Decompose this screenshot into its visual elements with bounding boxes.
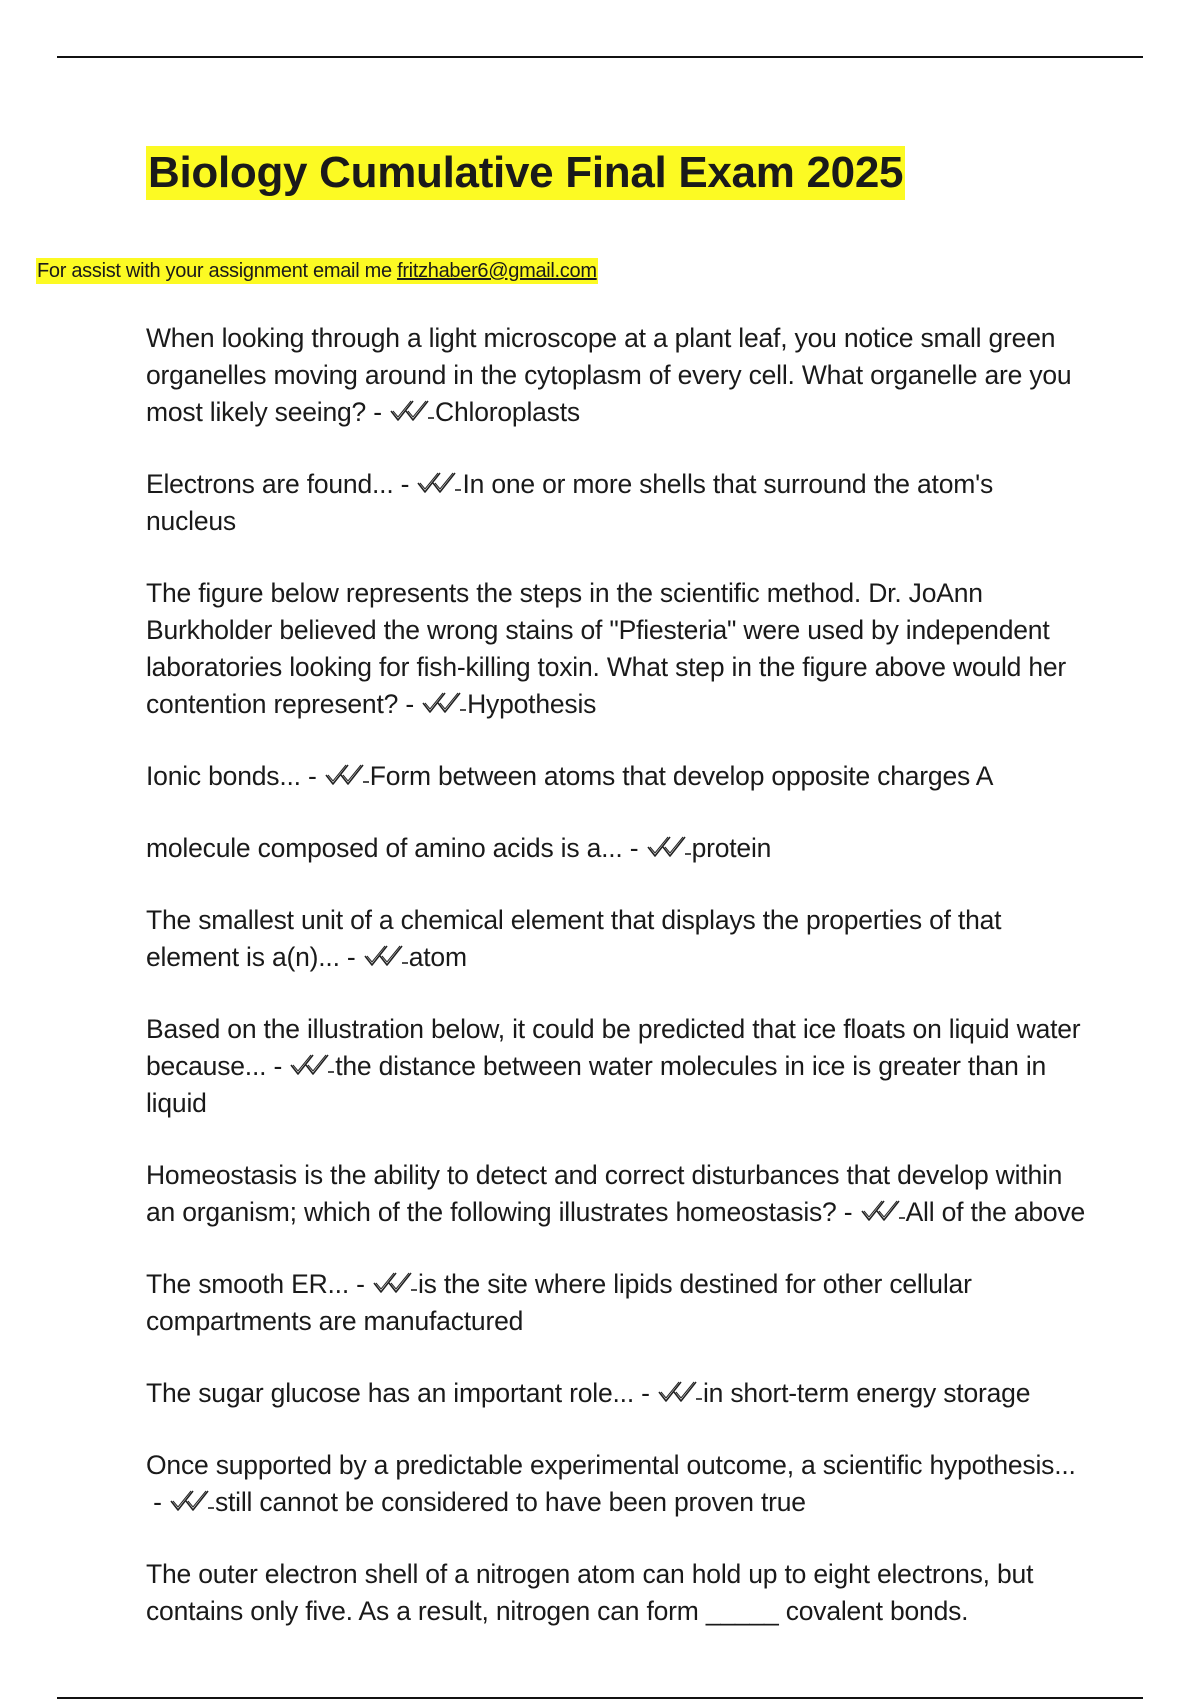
double-check-icon xyxy=(363,943,409,969)
answer-separator: - xyxy=(266,1051,290,1081)
qa-item xyxy=(146,320,1086,431)
answer-separator: - xyxy=(366,397,390,427)
answer-text: protein xyxy=(691,833,772,863)
double-check-icon xyxy=(372,1270,418,1296)
answer-text: is the site where lipids destined for other cellular compartments are manufactured xyxy=(146,1269,972,1336)
qa-item xyxy=(146,1266,1086,1340)
double-check-icon xyxy=(389,398,435,424)
answer-text: atom xyxy=(408,942,467,972)
answer-separator: - xyxy=(349,1269,372,1299)
answer-text: In one or more shells that surround the atom's nucleus xyxy=(146,469,994,536)
question-text: molecule composed of amino acids is a... xyxy=(146,833,623,863)
question-text: The smooth ER... xyxy=(146,1269,349,1299)
qa-item xyxy=(146,1556,1086,1630)
question-text: The sugar glucose has an important role... xyxy=(146,1378,635,1408)
top-rule xyxy=(57,56,1143,58)
answer-text: the distance between water molecules in ice is greater than in liquid xyxy=(146,1051,1047,1118)
qa-item xyxy=(146,830,1086,867)
qa-list xyxy=(146,320,1086,1665)
double-check-icon xyxy=(289,1052,335,1078)
double-check-icon xyxy=(860,1198,906,1224)
double-check-icon xyxy=(169,1488,215,1514)
qa-item xyxy=(146,902,1086,976)
assist-banner xyxy=(36,258,598,284)
question-text: The figure below represents the steps in the scientific method. Dr. JoAnn Burkholder believed the wrong stains of "Pfiesteria" were used by independent laboratories looking for fish-killing toxin. What step in the figure above would her contention represent? xyxy=(146,578,1067,719)
double-check-icon xyxy=(324,762,370,788)
answer-text: Chloroplasts xyxy=(435,397,580,427)
answer-text: still cannot be considered to have been proven true xyxy=(214,1487,806,1517)
bottom-rule xyxy=(57,1697,1143,1699)
qa-item xyxy=(146,1011,1086,1122)
answer-text: in short-term energy storage xyxy=(702,1378,1031,1408)
answer-separator: - xyxy=(634,1378,657,1408)
question-text: When looking through a light microscope at a plant leaf, you notice small green organelles moving around in the cytoplasm of every cell. What organelle are you most likely seeing? xyxy=(146,323,1072,427)
double-check-icon xyxy=(416,470,462,496)
answer-text: All of the above xyxy=(905,1197,1086,1227)
answer-separator: - xyxy=(146,1487,169,1517)
question-text: The outer electron shell of a nitrogen atom can hold up to eight electrons, but contains only five. As a result, nitrogen can form _____ covalent bonds. xyxy=(146,1559,1034,1626)
qa-item xyxy=(146,1447,1086,1521)
question-text: Electrons are found... xyxy=(146,469,394,499)
answer-separator: - xyxy=(300,761,324,791)
assist-email-link[interactable]: fritzhaber6@gmail.com xyxy=(397,260,597,282)
qa-item xyxy=(146,1375,1086,1412)
double-check-icon xyxy=(646,834,692,860)
question-text: Homeostasis is the ability to detect and correct disturbances that develop within an organism; which of the following illustrates homeostasis? xyxy=(146,1160,1063,1227)
answer-separator: - xyxy=(622,833,646,863)
question-text: Based on the illustration below, it could be predicted that ice floats on liquid water because... xyxy=(146,1014,1081,1081)
answer-separator: - xyxy=(398,689,422,719)
answer-separator: - xyxy=(393,469,417,499)
double-check-icon xyxy=(421,690,467,716)
question-text: Once supported by a predictable experimental outcome, a scientific hypothesis... xyxy=(146,1450,1076,1480)
qa-item xyxy=(146,466,1086,540)
document-title: Biology Cumulative Final Exam 2025 xyxy=(146,146,905,200)
double-check-icon xyxy=(657,1379,703,1405)
answer-separator: - xyxy=(339,942,363,972)
answer-text: Hypothesis xyxy=(467,689,597,719)
qa-item xyxy=(146,575,1086,723)
answer-text: Form between atoms that develop opposite charges A xyxy=(369,761,994,791)
question-text: Ionic bonds... xyxy=(146,761,301,791)
qa-item xyxy=(146,758,1086,795)
answer-separator: - xyxy=(836,1197,860,1227)
question-text: The smallest unit of a chemical element that displays the properties of that element is a(n)... xyxy=(146,905,1002,972)
assist-text: For assist with your assignment email me xyxy=(37,260,392,282)
qa-item xyxy=(146,1157,1086,1231)
